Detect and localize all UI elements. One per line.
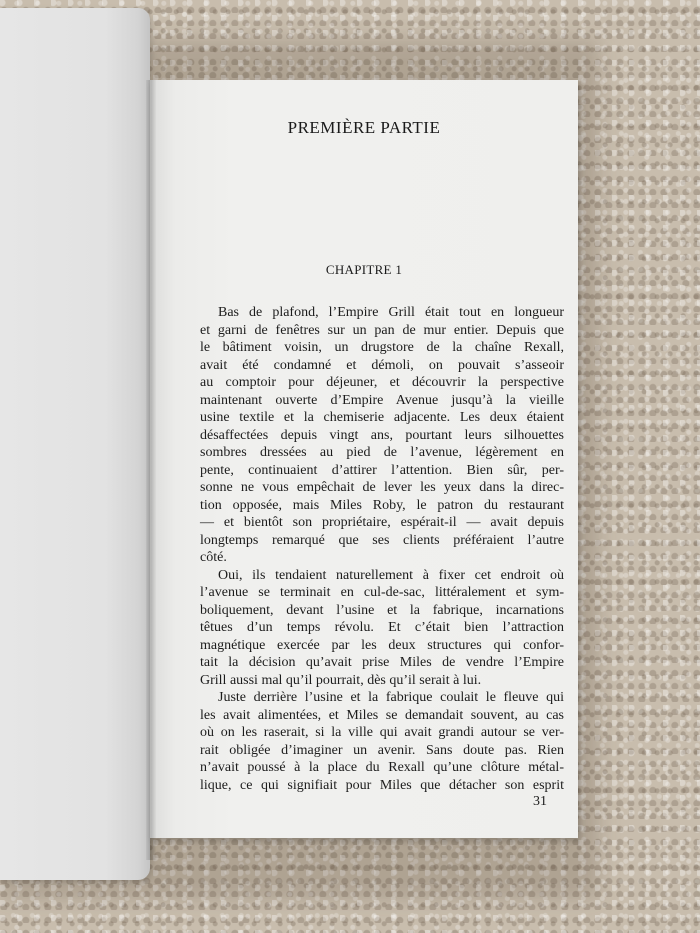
text-line: têtues d’un temps révolu. Et c’était bien l’attraction — [200, 620, 564, 635]
chapter-title: CHAPITRE 1 — [325, 262, 403, 277]
text-line: sonne ne vous empêchait de lever les yeux dans la direc- — [200, 480, 564, 495]
page-number: 31 — [533, 794, 547, 809]
text-line: longtemps remarqué que ses clients préféraient l’autre — [200, 532, 564, 548]
text-line: désaffectées depuis vingt ans, pourtant leurs silhouettes — [200, 427, 564, 443]
text-line: l’avenue se terminait en cul-de-sac, littéralement et sym- — [200, 585, 564, 600]
text-line: où on les raserait, si la ville qui avait grandi autour se ver- — [200, 725, 564, 740]
paragraph — [200, 689, 564, 794]
left-page — [0, 8, 150, 880]
text-line: usine textile et la chemiserie adjacente. Les deux étaient — [200, 410, 564, 425]
text-line: les avait alimentées, et Miles se demandait souvent, au cas — [200, 707, 564, 723]
text-line: avait été condamné et démoli, on pouvait s’asseoir — [200, 357, 564, 373]
part-title: PREMIÈRE PARTIE — [287, 118, 441, 137]
text-line: Grill aussi mal qu’il pourrait, dès qu’il serait à lui. — [200, 672, 482, 688]
text-line: rait obligée d’imaginer un avenir. Sans doute pas. Rien — [200, 742, 564, 758]
text-line: maintenant ouverte d’Empire Avenue jusqu’à la vieille — [200, 392, 564, 408]
text-line: — et bientôt son propriétaire, espérait-il — avait depuis — [200, 515, 564, 530]
text-line: pente, continuaient d’attirer l’attention. Bien sûr, per- — [200, 462, 564, 478]
paragraph — [200, 304, 564, 567]
text-line: magnétique exercée par les deux structures qui confor- — [200, 637, 564, 653]
text-line: Bas de plafond, l’Empire Grill était tout en longueur — [218, 305, 564, 320]
text-line: et garni de fenêtres sur un pan de mur entier. Depuis que — [200, 322, 564, 338]
text-line: Juste derrière l’usine et la fabrique coulait le fleuve qui — [218, 690, 564, 705]
text-line: sombres dressées au pied de l’avenue, légèrement en — [200, 445, 564, 460]
paragraph — [200, 567, 564, 690]
text-line: tait la décision qu’avait prise Miles de vendre l’Empire — [200, 655, 564, 670]
text-line: lique, ce qui signifiait pour Miles que détacher son esprit — [200, 777, 564, 793]
chapter-body — [200, 304, 564, 794]
text-line: Oui, ils tendaient naturellement à fixer cet endroit où — [218, 567, 564, 583]
text-line: au comptoir pour déjeuner, et découvrir la perspective — [200, 375, 564, 390]
book-gutter — [146, 80, 156, 860]
text-line: le bâtiment voisin, un drugstore de la chaîne Rexall, — [200, 340, 564, 355]
text-line: n’avait poussé à la place du Rexall qu’une clôture métal- — [200, 760, 564, 775]
text-line: tion opposée, mais Miles Roby, le patron du restaurant — [200, 497, 564, 513]
text-line: boliquement, devant l’usine et la fabrique, incarnations — [200, 602, 564, 618]
text-line: côté. — [200, 550, 227, 565]
